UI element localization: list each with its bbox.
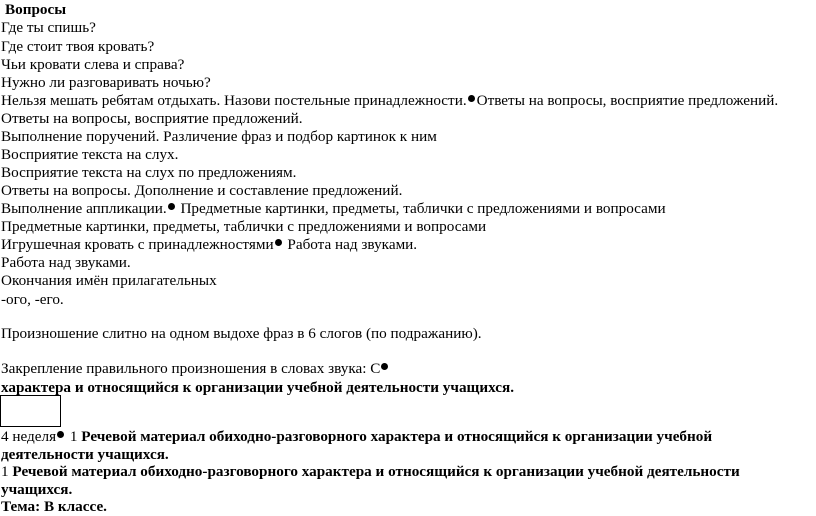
text-segment: Игрушечная кровать с принадлежностями bbox=[1, 236, 274, 253]
text-line: Произношение слитно на одном выдохе фраз в 6 слогов (по подражанию). bbox=[1, 325, 482, 342]
text-segment: Нельзя мешать ребятам отдыхать. Назови постельные принадлежности. bbox=[1, 92, 467, 109]
text-line-bold: учащихся. bbox=[1, 481, 73, 498]
text-segment: 1 bbox=[1, 463, 13, 480]
text-line: Работа над звуками. bbox=[1, 254, 131, 271]
text-line: Ответы на вопросы, восприятие предложений. bbox=[1, 110, 303, 127]
bullet-icon bbox=[168, 203, 175, 210]
text-segment: 1 bbox=[66, 428, 82, 445]
text-segment-bold: Речевой материал обиходно-разговорного характера и относящийся к организации учебной bbox=[81, 428, 713, 445]
text-line: -ого, -его. bbox=[1, 291, 64, 308]
bullet-icon bbox=[381, 363, 388, 370]
heading-questions: Вопросы bbox=[5, 1, 67, 18]
text-segment-bold: Речевой материал обиходно-разговорного характера и относящийся к организации учебной деятельности bbox=[12, 463, 740, 480]
text-line-bold: деятельности учащихся. bbox=[1, 446, 169, 463]
bullet-icon bbox=[468, 95, 475, 102]
text-line bbox=[1, 463, 740, 481]
text-line: Восприятие текста на слух по предложениям. bbox=[1, 164, 297, 181]
bullet-icon bbox=[275, 239, 282, 246]
text-line-bold: Тема: В классе. bbox=[1, 498, 107, 515]
text-line bbox=[1, 236, 417, 254]
text-line: Где стоит твоя кровать? bbox=[1, 38, 155, 55]
text-line: Где ты спишь? bbox=[1, 19, 96, 36]
text-line bbox=[1, 360, 390, 378]
text-line bbox=[1, 200, 666, 218]
text-segment: Выполнение аппликации. bbox=[1, 200, 167, 217]
text-line bbox=[1, 428, 712, 446]
text-segment: Предметные картинки, предметы, таблички с предложениями и вопросами bbox=[176, 200, 666, 217]
text-line: Восприятие текста на слух. bbox=[1, 146, 179, 163]
text-segment: Закрепление правильного произношения в словах звука: С bbox=[1, 360, 381, 377]
text-segment: 4 неделя bbox=[1, 428, 57, 445]
empty-box bbox=[0, 395, 61, 427]
bullet-icon bbox=[57, 431, 64, 438]
text-line: Выполнение поручений. Различение фраз и подбор картинок к ним bbox=[1, 128, 437, 145]
text-line: Окончания имён прилагательных bbox=[1, 272, 217, 289]
text-segment: Ответы на вопросы, восприятие предложений. bbox=[476, 92, 779, 109]
text-line: Ответы на вопросы. Дополнение и составление предложений. bbox=[1, 182, 403, 199]
text-line: Нужно ли разговаривать ночью? bbox=[1, 74, 211, 91]
text-line: Предметные картинки, предметы, таблички с предложениями и вопросами bbox=[1, 218, 487, 235]
text-segment: Работа над звуками. bbox=[283, 236, 418, 253]
text-line bbox=[1, 92, 778, 110]
text-line-bold: характера и относящийся к организации учебной деятельности учащихся. bbox=[1, 379, 515, 396]
text-line: Чьи кровати слева и справа? bbox=[1, 56, 185, 73]
